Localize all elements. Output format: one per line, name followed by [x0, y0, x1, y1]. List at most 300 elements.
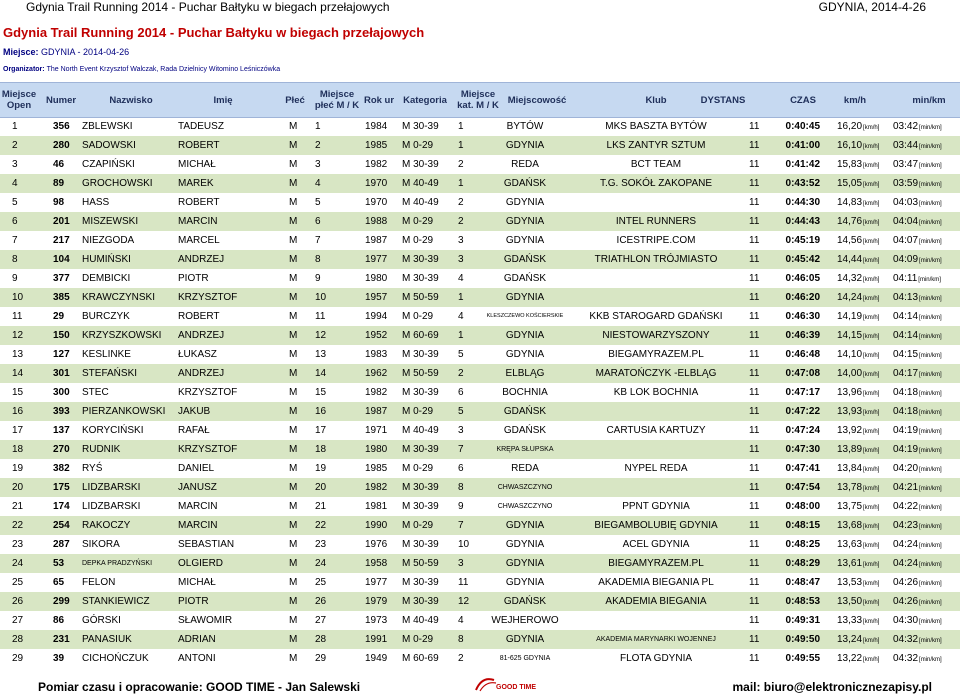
cell-plec-text: M — [289, 178, 298, 189]
cell-klub — [566, 345, 746, 364]
cell-miejscowosc — [475, 383, 575, 402]
cell-miejscowosc-text: GDYNIA — [505, 558, 545, 569]
cell-open — [12, 402, 23, 421]
cell-miejsce-kat — [458, 307, 464, 326]
cell-klub-text: BIEGAMBOLUBIĘ GDYNIA — [594, 520, 718, 531]
cell-open — [12, 440, 23, 459]
cell-nazwisko — [82, 307, 130, 326]
cell-plec — [289, 250, 297, 269]
unit-label: [min/km] — [919, 220, 942, 226]
cell-dystans — [749, 250, 759, 269]
cell-numer-text: 65 — [53, 577, 65, 588]
cell-nazwisko — [82, 174, 153, 193]
cell-plec-text: M — [289, 520, 298, 531]
cell-czas-text: 0:48:25 — [785, 539, 820, 550]
cell-miejsce-plec-text: 21 — [315, 501, 327, 512]
cell-dystans — [749, 117, 759, 136]
unit-label: [min/km] — [919, 144, 942, 150]
cell-miejsce-kat-text: 2 — [458, 159, 464, 170]
cell-minkm-text: 04:15 — [893, 349, 919, 360]
cell-miejsce-plec-text: 9 — [315, 273, 321, 284]
cell-miejsce-plec — [315, 269, 321, 288]
cell-rok-text: 1987 — [365, 235, 388, 246]
cell-dystans — [749, 440, 759, 459]
cell-rok — [365, 554, 387, 573]
cell-numer-text: 217 — [53, 235, 70, 246]
cell-rok-text: 1983 — [365, 349, 388, 360]
cell-numer-text: 356 — [53, 121, 70, 132]
cell-numer-text: 231 — [53, 634, 70, 645]
cell-klub — [566, 592, 746, 611]
cell-kategoria-text: M 30-39 — [402, 482, 439, 493]
cell-kmh — [837, 155, 879, 176]
cell-miejscowosc-text: GDAŃSK — [503, 178, 547, 189]
cell-imie-text: KRZYSZTOF — [178, 444, 238, 455]
col-header-miejsce-plec: Miejsce płeć M / K — [314, 89, 360, 111]
cell-plec — [289, 117, 297, 136]
cell-minkm-text: 04:19 — [893, 425, 919, 436]
unit-label: [km/h] — [863, 429, 880, 435]
cell-miejscowosc — [475, 611, 575, 630]
cell-miejsce-plec — [315, 516, 326, 535]
cell-rok — [365, 231, 387, 250]
cell-kmh — [837, 383, 879, 404]
cell-kmh-text: 13,22 — [837, 653, 863, 664]
cell-czas-text: 0:44:30 — [785, 197, 820, 208]
cell-minkm-text: 04:04 — [893, 216, 919, 227]
cell-numer — [53, 193, 64, 212]
cell-rok — [365, 212, 387, 231]
cell-dystans — [749, 269, 759, 288]
unit-label: [km/h] — [863, 600, 880, 606]
cell-miejscowosc — [475, 193, 575, 212]
unit-label: [km/h] — [863, 524, 880, 530]
cell-kmh — [837, 136, 879, 157]
cell-rok-text: 1977 — [365, 254, 388, 265]
cell-nazwisko — [82, 136, 136, 155]
cell-plec — [289, 231, 297, 250]
cell-dystans — [749, 554, 759, 573]
cell-miejscowosc — [475, 478, 575, 497]
table-row — [0, 364, 960, 383]
cell-kmh-text: 13,78 — [837, 482, 863, 493]
cell-kmh-text: 14,00 — [837, 368, 863, 379]
cell-czas — [772, 516, 820, 535]
cell-czas — [772, 345, 820, 364]
cell-miejsce-plec — [315, 250, 321, 269]
place-label: Miejsce: — [3, 47, 39, 57]
cell-plec-text: M — [289, 216, 298, 227]
cell-dystans-text: 11 — [749, 615, 760, 626]
cell-miejscowosc — [475, 326, 575, 345]
cell-kategoria — [402, 554, 439, 573]
cell-plec-text: M — [289, 558, 298, 569]
cell-miejscowosc-text: GDYNIA — [505, 539, 545, 550]
cell-klub-text: BIEGAMYRAZEM.PL — [608, 349, 704, 360]
cell-kmh-text: 16,20 — [837, 121, 863, 132]
cell-minkm-text: 04:20 — [893, 463, 919, 474]
cell-nazwisko-text: KRZYSZKOWSKI — [82, 330, 162, 341]
cell-kmh — [837, 326, 879, 347]
cell-miejscowosc-text: GDYNIA — [505, 235, 545, 246]
cell-numer-text: 89 — [53, 178, 65, 189]
cell-plec — [289, 516, 297, 535]
cell-open — [12, 288, 23, 307]
cell-minkm-text: 04:07 — [893, 235, 919, 246]
unit-label: [min/km] — [919, 581, 942, 587]
cell-numer — [53, 459, 70, 478]
cell-miejsce-kat-text: 4 — [458, 273, 464, 284]
cell-nazwisko-text: SIKORA — [82, 539, 120, 550]
cell-nazwisko — [82, 573, 115, 592]
unit-label: [min/km] — [919, 543, 942, 549]
cell-imie-text: PIOTR — [178, 596, 209, 607]
cell-open-text: 13 — [12, 349, 24, 360]
cell-rok — [365, 288, 387, 307]
cell-czas — [772, 212, 820, 231]
col-header-kmh: km/h — [843, 94, 867, 106]
cell-kategoria — [402, 421, 439, 440]
cell-rok — [365, 478, 387, 497]
cell-miejsce-kat-text: 11 — [458, 577, 469, 588]
cell-rok — [365, 117, 387, 136]
cell-open-text: 4 — [12, 178, 18, 189]
cell-kategoria — [402, 345, 439, 364]
cell-kmh — [837, 554, 879, 575]
cell-miejsce-plec — [315, 174, 321, 193]
cell-plec-text: M — [289, 406, 298, 417]
unit-label: [km/h] — [863, 277, 880, 283]
cell-imie — [178, 155, 216, 174]
cell-czas-text: 0:48:47 — [785, 577, 820, 588]
cell-miejsce-kat-text: 8 — [458, 634, 464, 645]
cell-rok — [365, 516, 387, 535]
cell-miejsce-kat — [458, 649, 464, 668]
cell-nazwisko-text: CZAPIŃSKI — [82, 159, 135, 170]
cell-imie — [178, 573, 216, 592]
unit-label: [min/km] — [919, 372, 942, 378]
cell-rok-text: 1979 — [365, 596, 388, 607]
cell-miejscowosc-text: BYTÓW — [506, 121, 544, 132]
cell-nazwisko-text: SADOWSKI — [82, 140, 136, 151]
cell-dystans-text: 11 — [749, 121, 760, 132]
unit-label: [min/km] — [919, 638, 942, 644]
cell-miejsce-plec-text: 14 — [315, 368, 327, 379]
cell-open-text: 12 — [12, 330, 24, 341]
cell-klub — [566, 117, 746, 136]
cell-minkm-text: 04:26 — [893, 596, 919, 607]
cell-nazwisko — [82, 231, 134, 250]
cell-kmh-text: 13,61 — [837, 558, 863, 569]
col-header-nazwisko: Nazwisko — [109, 94, 153, 106]
cell-imie-text: TADEUSZ — [178, 121, 224, 132]
cell-nazwisko — [82, 212, 138, 231]
cell-klub — [566, 573, 746, 592]
unit-label: [km/h] — [863, 391, 880, 397]
cell-miejsce-plec-text: 12 — [315, 330, 327, 341]
col-header-minkm: min/km — [912, 94, 946, 106]
cell-miejsce-plec — [315, 611, 326, 630]
cell-miejsce-plec — [315, 326, 326, 345]
cell-kategoria — [402, 440, 439, 459]
cell-czas — [772, 364, 820, 383]
cell-imie-text: JAKUB — [178, 406, 211, 417]
cell-plec — [289, 288, 297, 307]
unit-label: [min/km] — [919, 429, 942, 435]
cell-czas — [772, 269, 820, 288]
cell-miejscowosc — [475, 250, 575, 269]
cell-dystans-text: 11 — [749, 653, 760, 664]
cell-klub-text: AKADEMIA MARYNARKI WOJENNEJ — [596, 636, 716, 643]
cell-minkm — [893, 421, 942, 442]
cell-klub — [566, 516, 746, 535]
cell-kategoria-text: M 30-39 — [402, 387, 439, 398]
cell-kmh — [837, 516, 879, 537]
cell-nazwisko-text: STANKIEWICZ — [82, 596, 150, 607]
cell-minkm — [893, 535, 942, 556]
cell-open — [12, 611, 23, 630]
cell-rok-text: 1981 — [365, 501, 388, 512]
cell-numer — [53, 326, 70, 345]
cell-kmh-text: 16,10 — [837, 140, 863, 151]
cell-czas-text: 0:46:30 — [785, 311, 820, 322]
cell-kategoria — [402, 497, 439, 516]
cell-numer — [53, 630, 70, 649]
unit-label: [km/h] — [863, 125, 880, 131]
cell-miejscowosc-text: CHWASZCZYNO — [497, 484, 553, 491]
cell-imie-text: MARCIN — [178, 501, 218, 512]
cell-klub — [566, 212, 746, 231]
cell-czas — [772, 630, 820, 649]
cell-dystans-text: 11 — [749, 406, 760, 417]
cell-plec-text: M — [289, 273, 298, 284]
cell-open — [12, 136, 18, 155]
cell-minkm-text: 04:14 — [893, 311, 919, 322]
cell-nazwisko-text: PIERZANKOWSKI — [82, 406, 166, 417]
cell-dystans — [749, 383, 759, 402]
cell-minkm — [893, 383, 942, 404]
cell-czas-text: 0:48:00 — [785, 501, 820, 512]
cell-kategoria-text: M 50-59 — [402, 292, 439, 303]
cell-klub-text: AKADEMIA BIEGANIA PL — [598, 577, 714, 588]
cell-numer — [53, 307, 64, 326]
organizer-value: The North Event Krzysztof Walczak, Rada Dzielnicy Witomino Leśniczówka — [46, 66, 281, 73]
cell-czas — [772, 421, 820, 440]
cell-minkm — [893, 478, 942, 499]
cell-czas — [772, 611, 820, 630]
cell-miejsce-plec — [315, 421, 326, 440]
cell-imie-text: OLGIERD — [178, 558, 224, 569]
cell-minkm-text: 04:24 — [893, 539, 919, 550]
cell-nazwisko-text: CICHOŃCZUK — [82, 653, 149, 664]
cell-imie — [178, 307, 220, 326]
cell-plec-text: M — [289, 539, 298, 550]
cell-czas-text: 0:41:00 — [785, 140, 820, 151]
cell-numer-text: 39 — [53, 653, 65, 664]
cell-open — [12, 117, 18, 136]
cell-czas-text: 0:43:52 — [785, 178, 820, 189]
cell-kategoria-text: M 50-59 — [402, 558, 439, 569]
cell-kmh-text: 13,63 — [837, 539, 863, 550]
cell-dystans — [749, 478, 759, 497]
cell-klub-text: MARATOŃCZYK -ELBLĄG — [595, 368, 717, 379]
cell-dystans — [749, 193, 759, 212]
cell-plec-text: M — [289, 634, 298, 645]
cell-kmh — [837, 250, 879, 271]
cell-plec — [289, 497, 297, 516]
cell-rok-text: 1949 — [365, 653, 388, 664]
cell-czas — [772, 155, 820, 174]
cell-miejscowosc — [475, 592, 575, 611]
cell-kategoria — [402, 535, 439, 554]
cell-czas — [772, 554, 820, 573]
cell-miejsce-plec-text: 6 — [315, 216, 321, 227]
cell-open-text: 27 — [12, 615, 24, 626]
cell-rok — [365, 136, 387, 155]
cell-kategoria — [402, 459, 433, 478]
cell-miejscowosc-text: WEJHEROWO — [491, 615, 559, 626]
cell-miejsce-plec — [315, 364, 326, 383]
cell-miejscowosc — [475, 288, 575, 307]
cell-dystans-text: 11 — [749, 254, 760, 265]
unit-label: [min/km] — [919, 391, 942, 397]
cell-plec-text: M — [289, 140, 298, 151]
cell-imie-text: JANUSZ — [178, 482, 217, 493]
unit-label: [km/h] — [863, 410, 880, 416]
cell-kmh — [837, 535, 879, 556]
cell-minkm — [893, 592, 942, 613]
unit-label: [min/km] — [919, 201, 942, 207]
cell-nazwisko — [82, 421, 144, 440]
cell-plec — [289, 383, 297, 402]
cell-numer — [53, 212, 70, 231]
cell-kmh — [837, 649, 879, 670]
cell-rok-text: 1991 — [365, 634, 388, 645]
unit-label: [min/km] — [919, 239, 942, 245]
cell-czas-text: 0:46:20 — [785, 292, 820, 303]
cell-kmh-text: 14,10 — [837, 349, 863, 360]
table-row — [0, 212, 960, 231]
cell-kategoria-text: M 0-29 — [402, 235, 434, 246]
cell-rok-text: 1982 — [365, 387, 388, 398]
cell-rok — [365, 250, 387, 269]
cell-czas-text: 0:47:17 — [785, 387, 820, 398]
cell-miejsce-plec-text: 8 — [315, 254, 321, 265]
cell-numer-text: 377 — [53, 273, 70, 284]
cell-miejsce-plec — [315, 630, 326, 649]
cell-minkm — [893, 573, 942, 594]
cell-kategoria — [402, 155, 439, 174]
cell-kategoria — [402, 383, 439, 402]
unit-label: [km/h] — [863, 220, 880, 226]
event-place — [3, 47, 129, 57]
cell-czas — [772, 535, 820, 554]
cell-open-text: 1 — [12, 121, 18, 132]
cell-czas — [772, 193, 820, 212]
cell-miejsce-plec — [315, 573, 326, 592]
cell-rok-text: 1982 — [365, 482, 388, 493]
cell-kategoria — [402, 649, 439, 668]
cell-kmh — [837, 421, 879, 442]
cell-klub-text: MKS BASZTA BYTÓW — [605, 121, 707, 132]
cell-imie-text: DANIEL — [178, 463, 215, 474]
cell-miejsce-kat-text: 3 — [458, 558, 464, 569]
table-row — [0, 421, 960, 440]
cell-kmh — [837, 269, 879, 290]
cell-nazwisko — [82, 459, 102, 478]
unit-label: [min/km] — [919, 505, 942, 511]
unit-label: [km/h] — [863, 353, 880, 359]
cell-imie-text: PIOTR — [178, 273, 209, 284]
cell-miejsce-kat — [458, 212, 464, 231]
cell-minkm-text: 04:19 — [893, 444, 919, 455]
cell-open-text: 20 — [12, 482, 24, 493]
cell-plec-text: M — [289, 121, 298, 132]
cell-dystans — [749, 326, 759, 345]
cell-rok-text: 1970 — [365, 178, 388, 189]
unit-label: [km/h] — [863, 163, 880, 169]
cell-minkm — [893, 288, 942, 309]
cell-miejsce-kat — [458, 364, 464, 383]
cell-plec — [289, 478, 297, 497]
cell-open — [12, 231, 18, 250]
cell-miejsce-plec-text: 20 — [315, 482, 327, 493]
cell-open — [12, 174, 18, 193]
cell-numer — [53, 345, 70, 364]
cell-nazwisko — [82, 554, 152, 573]
cell-miejsce-kat-text: 10 — [458, 539, 470, 550]
cell-rok-text: 1988 — [365, 216, 388, 227]
cell-rok — [365, 440, 387, 459]
cell-miejscowosc — [475, 402, 575, 421]
cell-minkm — [893, 326, 942, 347]
cell-dystans-text: 11 — [749, 178, 760, 189]
unit-label: [min/km] — [919, 125, 942, 131]
cell-nazwisko — [82, 269, 130, 288]
cell-dystans — [749, 288, 759, 307]
cell-dystans-text: 11 — [749, 539, 760, 550]
cell-miejsce-kat — [458, 630, 464, 649]
cell-nazwisko — [82, 478, 140, 497]
cell-numer-text: 254 — [53, 520, 70, 531]
cell-miejsce-plec-text: 22 — [315, 520, 327, 531]
cell-czas — [772, 649, 820, 668]
cell-numer — [53, 649, 64, 668]
cell-nazwisko — [82, 345, 131, 364]
cell-open-text: 29 — [12, 653, 24, 664]
cell-dystans — [749, 212, 759, 231]
cell-miejsce-kat — [458, 288, 464, 307]
cell-kmh — [837, 440, 879, 461]
cell-dystans-text: 11 — [749, 387, 760, 398]
cell-dystans — [749, 421, 759, 440]
cell-plec-text: M — [289, 501, 298, 512]
cell-czas-text: 0:41:42 — [785, 159, 820, 170]
cell-miejsce-plec-text: 28 — [315, 634, 327, 645]
cell-dystans — [749, 630, 759, 649]
cell-nazwisko — [82, 155, 135, 174]
cell-miejscowosc — [475, 307, 575, 326]
cell-nazwisko-text: RAKOCZY — [82, 520, 131, 531]
cell-czas — [772, 250, 820, 269]
cell-rok — [365, 573, 387, 592]
cell-miejsce-kat-text: 1 — [458, 121, 464, 132]
cell-open — [12, 155, 18, 174]
cell-nazwisko-text: BURCZYK — [82, 311, 130, 322]
cell-plec — [289, 136, 297, 155]
cell-klub-text: ICESTRIPE.COM — [616, 235, 696, 246]
cell-minkm — [893, 497, 942, 518]
